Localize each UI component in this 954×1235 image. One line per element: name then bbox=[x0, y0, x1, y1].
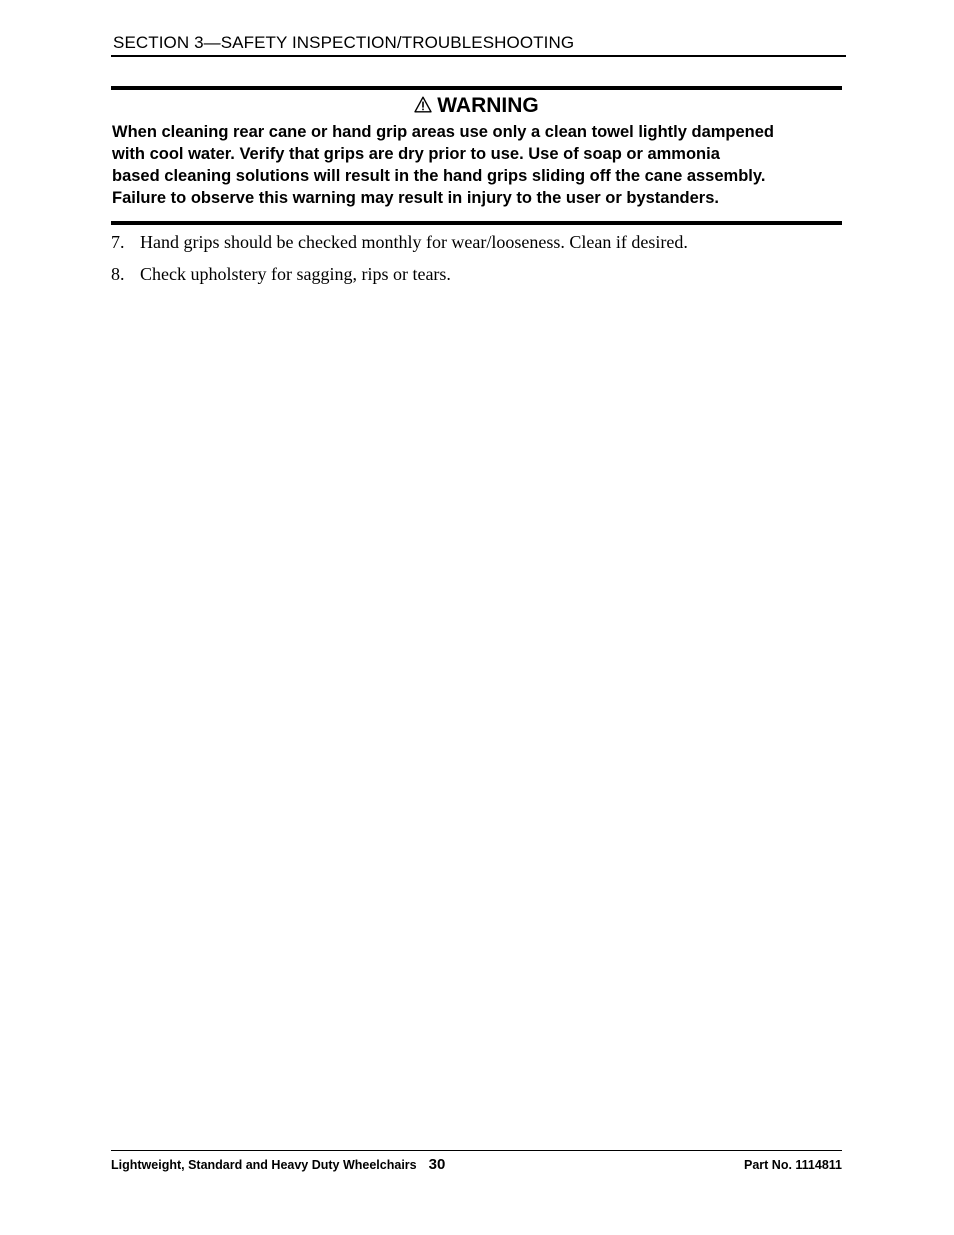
warning-heading bbox=[111, 94, 842, 119]
list-item-number: 8. bbox=[111, 264, 125, 284]
list-item-text: Hand grips should be checked monthly for wear/looseness. Clean if desired. bbox=[140, 232, 688, 252]
warning-title: WARNING bbox=[437, 94, 539, 117]
section-header: SECTION 3—SAFETY INSPECTION/TROUBLESHOOTING bbox=[113, 33, 575, 52]
footer-title: Lightweight, Standard and Heavy Duty Wheelchairs bbox=[111, 1158, 417, 1172]
warning-text bbox=[112, 121, 847, 209]
warning-top-rule bbox=[111, 86, 842, 90]
header-divider bbox=[111, 55, 846, 57]
page-number: 30 bbox=[428, 1156, 446, 1173]
warning-line: When cleaning rear cane or hand grip areas use only a clean towel lightly dampened bbox=[112, 123, 775, 141]
list-item bbox=[111, 264, 451, 285]
footer-divider bbox=[111, 1150, 842, 1151]
list-item-text: Check upholstery for sagging, rips or tears. bbox=[140, 264, 451, 284]
list-item bbox=[111, 232, 688, 253]
list-item-number: 7. bbox=[111, 232, 125, 252]
warning-line: with cool water. Verify that grips are dry prior to use. Use of soap or ammonia bbox=[112, 145, 720, 163]
footer-left bbox=[111, 1156, 445, 1173]
warning-bottom-rule bbox=[111, 221, 842, 225]
warning-line: based cleaning solutions will result in the hand grips sliding off the cane assembly. bbox=[112, 167, 766, 185]
warning-line: Failure to observe this warning may result in injury to the user or bystanders. bbox=[112, 189, 719, 207]
warning-triangle-icon bbox=[414, 95, 432, 119]
part-number: Part No. 1114811 bbox=[744, 1158, 842, 1172]
